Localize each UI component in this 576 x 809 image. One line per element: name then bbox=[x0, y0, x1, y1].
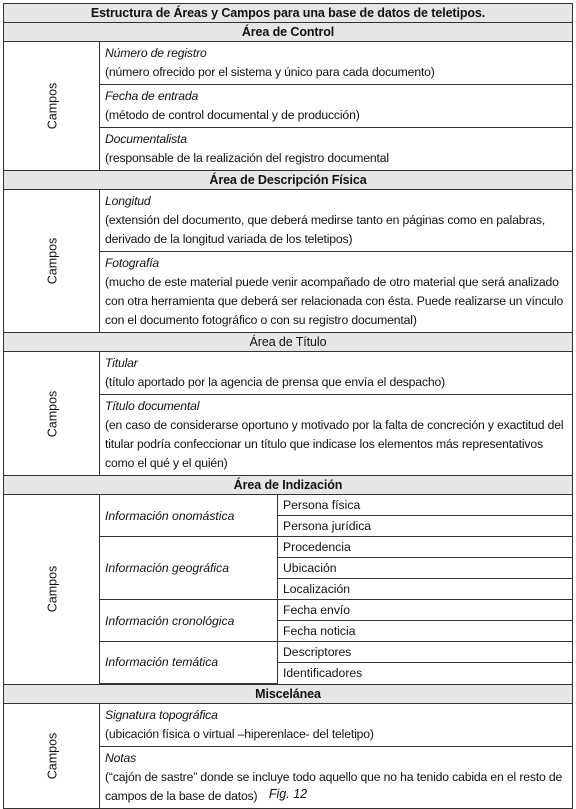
field-desc: (título aportado por la agencia de prensa que envía el despacho) bbox=[105, 375, 446, 389]
indizacion-cell bbox=[100, 495, 573, 685]
field-name: Fotografía bbox=[105, 256, 160, 270]
field-desc: (ubicación física o virtual –hiperenlace- del teletipo) bbox=[105, 726, 374, 741]
area-heading-descripcion-fisica: Área de Descripción Física bbox=[4, 171, 573, 190]
field-cell bbox=[100, 352, 573, 395]
field-name: Longitud bbox=[105, 194, 151, 208]
field-cell bbox=[100, 190, 573, 252]
area-heading-indizacion: Área de Indización bbox=[4, 476, 573, 495]
group-item: Fecha noticia bbox=[278, 621, 573, 642]
field-name: Signatura topográfica bbox=[105, 707, 218, 722]
field-desc: (en caso de considerarse oportuno y motivado por la falta de concreción y exactitud del titular podría confeccionar un título que indicase los elementos más representativos como el qué y el quién) bbox=[105, 418, 564, 470]
group-name: Información cronológica bbox=[100, 600, 278, 642]
group-item: Localización bbox=[278, 579, 573, 600]
group-name: Información geográfica bbox=[100, 537, 278, 600]
campos-label: Campos bbox=[44, 237, 59, 285]
group-item: Procedencia bbox=[278, 537, 573, 558]
field-cell bbox=[100, 703, 573, 746]
group-item: Persona jurídica bbox=[278, 516, 573, 537]
campos-label-cell bbox=[4, 42, 100, 171]
field-name: Fecha de entrada bbox=[105, 89, 199, 103]
field-name: Documentalista bbox=[105, 132, 187, 146]
table-title: Estructura de Áreas y Campos para una base de datos de teletipos. bbox=[4, 4, 573, 23]
figure-caption: Fig. 12 bbox=[268, 787, 308, 801]
group-item: Ubicación bbox=[278, 558, 573, 579]
campos-label-cell bbox=[4, 190, 100, 333]
campos-label: Campos bbox=[44, 565, 59, 613]
campos-label: Campos bbox=[44, 390, 59, 437]
group-item: Identificadores bbox=[283, 666, 363, 680]
field-name: Notas bbox=[105, 750, 137, 765]
field-desc: (número ofrecido por el sistema y único para cada documento) bbox=[105, 65, 435, 79]
campos-label: Campos bbox=[44, 82, 59, 130]
field-name: Titular bbox=[105, 356, 138, 370]
area-heading-miscelanea: Miscelánea bbox=[4, 684, 573, 703]
field-desc: (extensión del documento, que deberá medirse tanto en páginas como en palabras, derivado de la longitud variada de los teletipos) bbox=[105, 213, 546, 246]
field-cell bbox=[100, 395, 573, 476]
indizacion-subtable bbox=[100, 495, 572, 684]
campos-label: Campos bbox=[44, 732, 59, 779]
group-name: Información temática bbox=[100, 642, 278, 684]
field-desc: (“cajón de sastre” donde se incluye todo aquello que no ha tenido cabida en el resto de campos de la base de datos) bbox=[105, 769, 563, 803]
field-cell bbox=[100, 128, 573, 171]
campos-label-cell bbox=[4, 352, 100, 476]
field-name: Título documental bbox=[105, 399, 200, 413]
document-table-wrapper bbox=[3, 3, 573, 809]
area-heading-titulo: Área de Título bbox=[4, 333, 573, 352]
field-name: Número de registro bbox=[105, 46, 207, 60]
field-desc: (método de control documental y de producción) bbox=[105, 108, 360, 122]
area-heading-control: Área de Control bbox=[4, 23, 573, 42]
campos-label-cell bbox=[4, 495, 100, 685]
group-item: Descriptores bbox=[278, 642, 573, 663]
group-name: Información onomástica bbox=[100, 495, 278, 537]
group-item: Fecha envío bbox=[278, 600, 573, 621]
field-cell bbox=[100, 42, 573, 85]
field-desc: (mucho de este material puede venir acompañado de otro material que será analizado con otra herramienta que deberá ser relacionada con ésta. Puede realizarse un vínculo con el documento fotográfico o con su registro documental) bbox=[105, 275, 564, 327]
structure-table bbox=[3, 3, 573, 809]
field-cell bbox=[100, 252, 573, 333]
field-desc: (responsable de la realización del registro documental bbox=[105, 151, 389, 165]
field-cell bbox=[100, 85, 573, 128]
group-item: Persona física bbox=[278, 495, 573, 516]
